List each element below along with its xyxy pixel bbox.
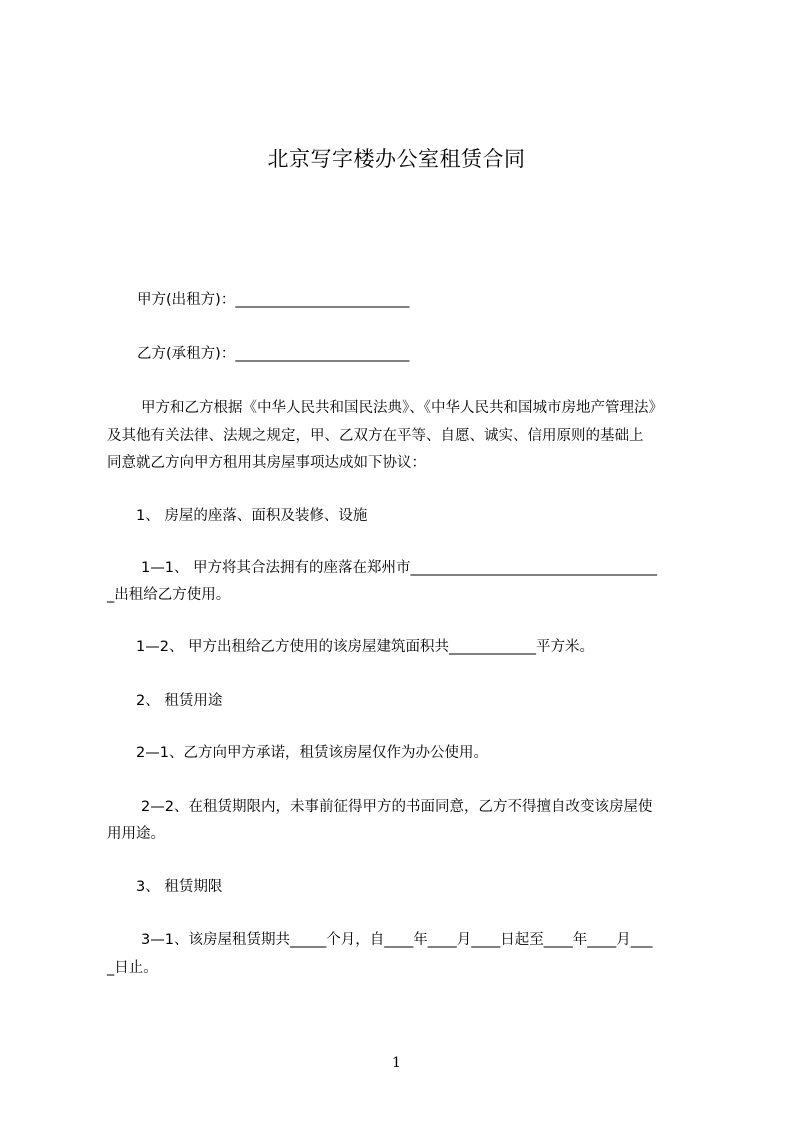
preamble-line-3: 同意就乙方向甲方租用其房屋事项达成如下协议：: [107, 455, 426, 471]
clause-2-2-line-2: 用用途。: [107, 826, 165, 842]
clause-1-1-line-1: 1—1、 甲方将其合法拥有的座落在郑州市__________________________________: [141, 560, 658, 576]
section-3-heading: 3、 租赁期限: [136, 879, 223, 895]
section-1-heading: 1、 房屋的座落、面积及装修、设施: [136, 508, 368, 524]
clause-2-1: 2—1、乙方向甲方承诺，租赁该房屋仅作为办公使用。: [136, 745, 488, 761]
clause-3-1-line-1: 3—1、该房屋租赁期共_____个月，自____年____月____日起至____年____月___: [141, 932, 653, 948]
document-title: 北京写字楼办公室租赁合同: [267, 147, 526, 171]
party-a-line: 甲方(出租方)：________________________: [137, 292, 410, 308]
clause-1-2: 1—2、 甲方出租给乙方使用的该房屋建筑面积共____________平方米。: [136, 639, 595, 655]
clause-1-1-line-2: _出租给乙方使用。: [107, 587, 231, 603]
party-b-line: 乙方(承租方)：________________________: [137, 346, 410, 362]
preamble-line-2: 及其他有关法律、法规之规定，甲、乙双方在平等、自愿、诚实、信用原则的基础上: [107, 428, 644, 444]
section-2-heading: 2、 租赁用途: [136, 693, 223, 709]
clause-3-1-line-2: _日止。: [107, 960, 158, 976]
page-number: 1: [392, 1055, 401, 1071]
preamble-line-1: 甲方和乙方根据《中华人民共和国民法典》、《中华人民共和国城市房地产管理法》: [141, 400, 663, 416]
clause-2-2-line-1: 2—2、在租赁期限内，未事前征得甲方的书面同意，乙方不得擅自改变该房屋使: [141, 799, 653, 815]
